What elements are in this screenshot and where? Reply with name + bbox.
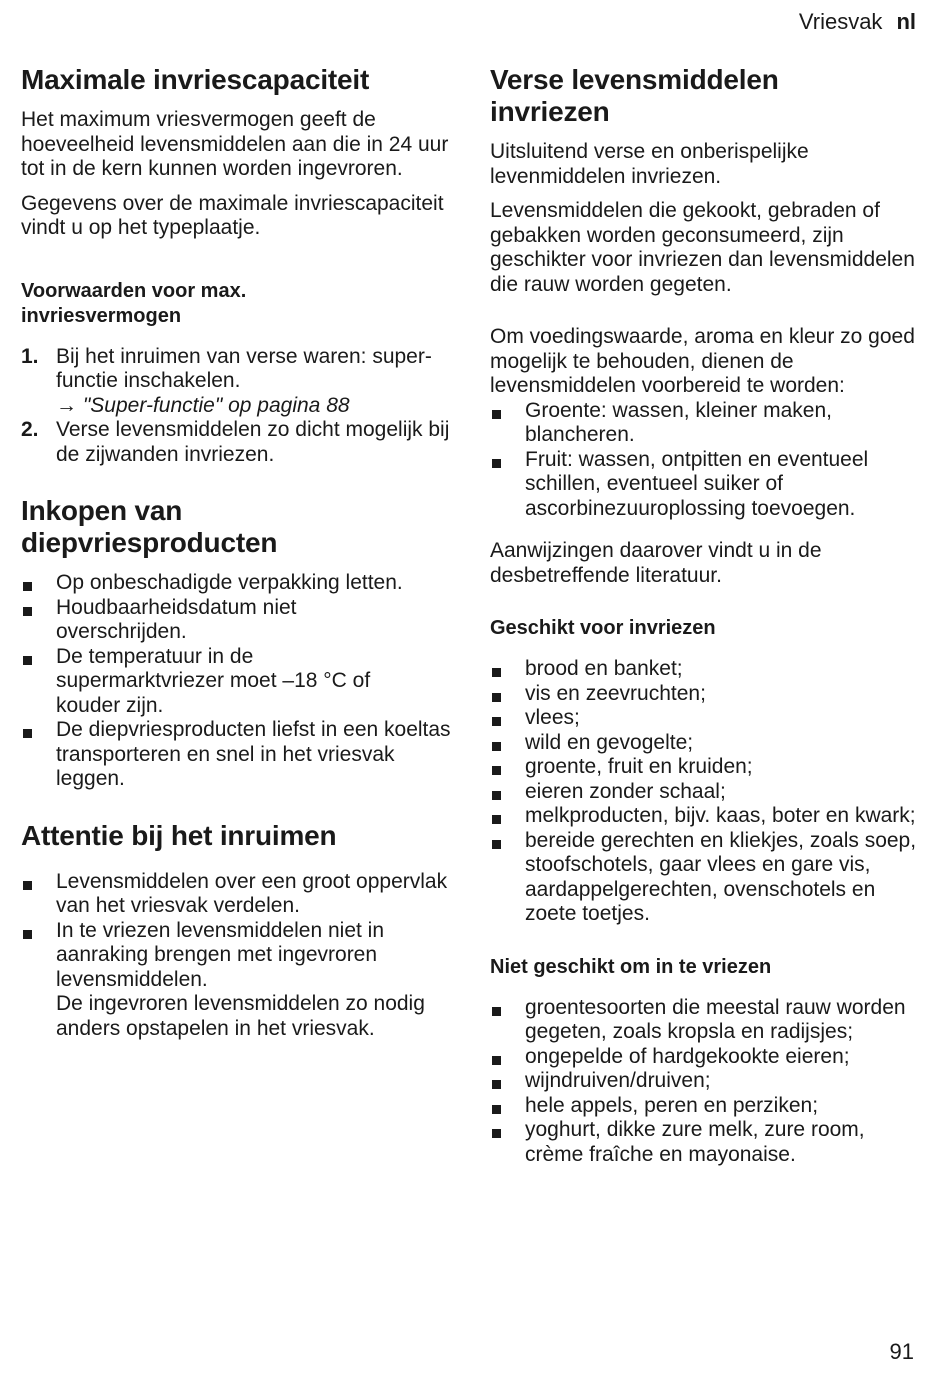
language-code: nl [896,9,916,34]
list-item: ongepelde of hardgekookte eieren; [490,1045,920,1070]
list-item: vis en zeevruchten; [490,682,920,707]
list-item: Fruit: wassen, ontpitten en eventueel schillen, eventueel suiker of ascorbinezuuroplossing toevoegen. [490,448,920,522]
list-item: Op onbeschadigde verpakking letten. [21,571,453,596]
heading-max-capacity: Maximale invriescapaciteit [21,64,370,95]
conditions-steps [21,345,453,468]
step-1-reference-text: "Super-functie" op pagina 88 [82,393,350,417]
page-number: 91 [889,1339,914,1364]
step-1-text: Bij het inruimen van verse waren: super-functie inschakelen. [56,344,432,392]
section-max-capacity [21,64,453,241]
list-item: De temperatuur in de supermarktvriezer moet –18 °C of kouder zijn. [21,645,453,719]
list-item [21,919,453,1042]
list-item: groente, fruit en kruiden; [490,755,920,780]
list-item: bereide gerechten en kliekjes, zoals soep, stoofschotels, gaar vlees en gare vis, aardappelgerechten, ovenschotels en zoete toetjes. [490,829,920,927]
unsuitable-list [490,996,920,1168]
list-item: brood en banket; [490,657,920,682]
step-1-number: 1. [21,344,39,368]
list-item: De diepvriesproducten liefst in een koeltas transporteren en snel in het vriesvak leggen. [21,718,453,792]
list-item: Levensmiddelen over een groot oppervlak van het vriesvak verdelen. [21,870,453,919]
heading-conditions: Voorwaarden voor max. invriesvermogen [21,279,247,327]
paragraph-fresh-1: Uitsluitend verse en onberispelijke levenmiddelen invriezen. [490,140,809,188]
step-2-text: Verse levensmiddelen zo dicht mogelijk bij de zijwanden invriezen. [56,418,450,466]
heading-attention: Attentie bij het inruimen [21,819,337,851]
attention-item-2-line-2: De ingevroren levensmiddelen zo nodig anders opstapelen in het vriesvak. [56,992,425,1040]
list-item: melkproducten, bijv. kaas, boter en kwark; [490,804,920,829]
section-fresh-freezing [490,64,920,588]
section-conditions [21,279,453,468]
paragraph-fresh-2: Levensmiddelen die gekookt, gebraden of gebakken worden geconsumeerd, zijn geschikter voor invriezen dan levensmiddelen die rauw worden gegeten. [490,199,915,296]
paragraph-max-capacity-2: Gegevens over de maximale invriescapaciteit vindt u op het typeplaatje. [21,191,444,239]
list-item: eieren zonder schaal; [490,780,920,805]
section-unsuitable [490,955,920,1168]
list-item: groentesoorten die meestal rauw worden gegeten, zoals kropsla en radijsjes; [490,996,920,1045]
list-item: yoghurt, dikke zure melk, zure room, crème fraîche en mayonaise. [490,1118,920,1167]
preparation-list [490,399,920,522]
arrow-right-icon: → [56,393,77,417]
section-title: Vriesvak [798,9,883,34]
step-2-number: 2. [21,418,39,441]
section-suitable [490,616,920,927]
section-buying [21,495,453,792]
attention-list [21,870,453,1042]
list-item: wild en gevogelte; [490,731,920,756]
heading-unsuitable: Niet geschikt om in te vriezen [490,955,772,978]
paragraph-fresh-3: Om voedingswaarde, aroma en kleur zo goed mogelijk te behouden, dienen de levensmiddelen voorbereid te worden: [490,325,915,397]
page-header [799,9,916,35]
step-1 [21,345,453,419]
list-item: hele appels, peren en perziken; [490,1094,920,1119]
list-item: vlees; [490,706,920,731]
heading-suitable: Geschikt voor invriezen [490,617,716,639]
left-column [21,64,453,1041]
paragraph-fresh-4: Aanwijzingen daarover vindt u in de desbetreffende literatuur. [490,539,822,587]
buying-list [21,571,453,792]
paragraph-max-capacity-1: Het maximum vriesvermogen geeft de hoeveelheid levensmiddelen aan die in 24 uur tot in de kern kunnen worden ingevroren. [21,108,449,180]
suitable-list [490,657,920,927]
step-2 [21,418,453,467]
list-item: Groente: wassen, kleiner maken, blancheren. [490,399,920,448]
attention-item-2-line-1: In te vriezen levensmiddelen niet in aanraking brengen met ingevroren levensmiddelen. [56,918,385,991]
section-attention [21,820,453,1042]
heading-buying: Inkopen van diepvriesproducten [21,495,278,558]
list-item: wijndruiven/druiven; [490,1069,920,1094]
list-item: Houdbaarheidsdatum niet overschrijden. [21,596,453,645]
heading-fresh-freezing: Verse levensmiddelen invriezen [490,64,779,127]
right-column [490,64,920,1167]
step-1-reference[interactable] [56,394,350,417]
